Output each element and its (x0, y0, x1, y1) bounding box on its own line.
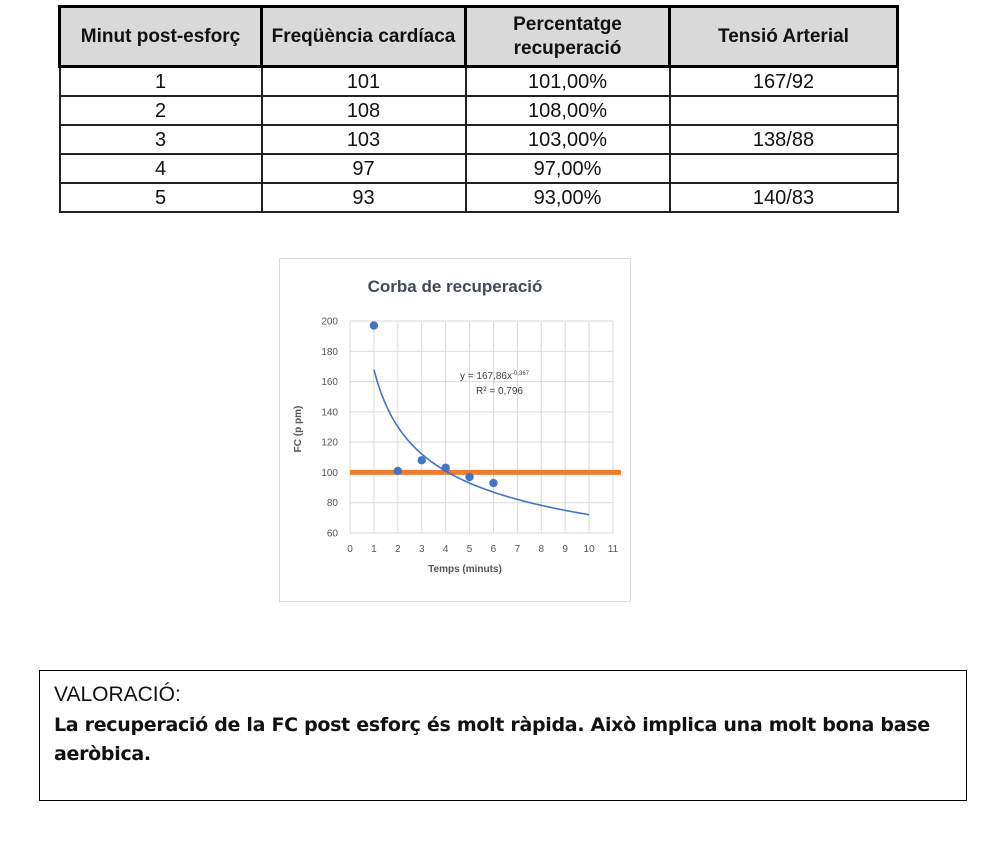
x-tick-label: 8 (538, 544, 545, 555)
cell-blood-pressure (670, 154, 898, 183)
x-tick-label: 9 (562, 544, 568, 555)
x-tick-label: 5 (466, 544, 473, 555)
cell-heart-rate: 103 (262, 125, 466, 154)
cell-blood-pressure: 140/83 (670, 183, 898, 212)
y-tick-label: 60 (326, 528, 338, 540)
trendline-equation-exponent: -0,367 (511, 371, 529, 377)
table-row (60, 125, 898, 154)
x-tick-label: 11 (607, 544, 619, 555)
assessment-text: La recuperació de la FC post esforç és molt ràpida. Això implica una molt bona base aeròbica. (54, 714, 930, 765)
cell-recovery-percent: 108,00% (466, 96, 670, 125)
cell-minute: 1 (60, 67, 262, 97)
cell-heart-rate: 101 (262, 67, 466, 97)
x-tick-label: 3 (418, 544, 425, 555)
x-axis-title: Temps (minuts) (428, 564, 502, 575)
header-blood-pressure: Tensió Arterial (670, 7, 898, 67)
cell-heart-rate: 108 (262, 96, 466, 125)
trendline-equation-main: y = 167,86x (460, 371, 512, 382)
x-tick-label: 4 (442, 544, 449, 555)
recovery-table (58, 5, 899, 213)
cell-blood-pressure: 138/88 (670, 125, 898, 154)
y-tick-label: 100 (321, 467, 338, 479)
data-point (418, 456, 426, 464)
y-tick-label: 160 (321, 377, 338, 389)
cell-blood-pressure (670, 96, 898, 125)
y-tick-label: 120 (321, 437, 338, 449)
cell-recovery-percent: 103,00% (466, 125, 670, 154)
cell-minute: 4 (60, 154, 262, 183)
x-tick-label: 6 (490, 544, 497, 555)
y-tick-label: 200 (321, 316, 338, 328)
recovery-chart (279, 258, 631, 602)
header-heart-rate: Freqüència cardíaca (262, 7, 466, 67)
assessment-heading: VALORACIÓ: (54, 683, 181, 706)
data-point (465, 473, 473, 481)
table-header-row (60, 7, 898, 67)
x-tick-label: 1 (371, 544, 377, 555)
y-axis-title: FC (p pm) (293, 405, 304, 453)
x-tick-label: 2 (395, 544, 401, 555)
cell-recovery-percent: 101,00% (466, 67, 670, 97)
x-tick-label: 7 (514, 544, 521, 555)
header-recovery-percent: Percentatge recuperació (466, 7, 670, 67)
cell-minute: 3 (60, 125, 262, 154)
data-point (394, 467, 402, 475)
chart-title: Corba de recuperació (367, 277, 543, 296)
header-minute: Minut post-esforç (60, 7, 262, 67)
cell-minute: 5 (60, 183, 262, 212)
y-tick-label: 80 (326, 498, 338, 510)
cell-blood-pressure: 167/92 (670, 67, 898, 97)
cell-minute: 2 (60, 96, 262, 125)
data-point (370, 321, 378, 329)
assessment-box (39, 670, 967, 801)
table-row (60, 96, 898, 125)
y-tick-label: 180 (321, 346, 338, 358)
cell-recovery-percent: 93,00% (466, 183, 670, 212)
y-tick-label: 140 (321, 407, 338, 419)
x-tick-label: 10 (583, 544, 595, 555)
chart-grid (350, 321, 613, 533)
cell-heart-rate: 93 (262, 183, 466, 212)
cell-recovery-percent: 97,00% (466, 154, 670, 183)
cell-heart-rate: 97 (262, 154, 466, 183)
trendline-equation (460, 371, 530, 382)
table-row (60, 183, 898, 212)
table-row (60, 67, 898, 97)
table-row (60, 154, 898, 183)
recovery-chart-svg (280, 259, 630, 601)
trendline-r-squared: R² = 0,796 (476, 386, 523, 397)
x-tick-label: 0 (347, 544, 353, 555)
data-point (441, 464, 449, 472)
data-point (489, 479, 497, 487)
